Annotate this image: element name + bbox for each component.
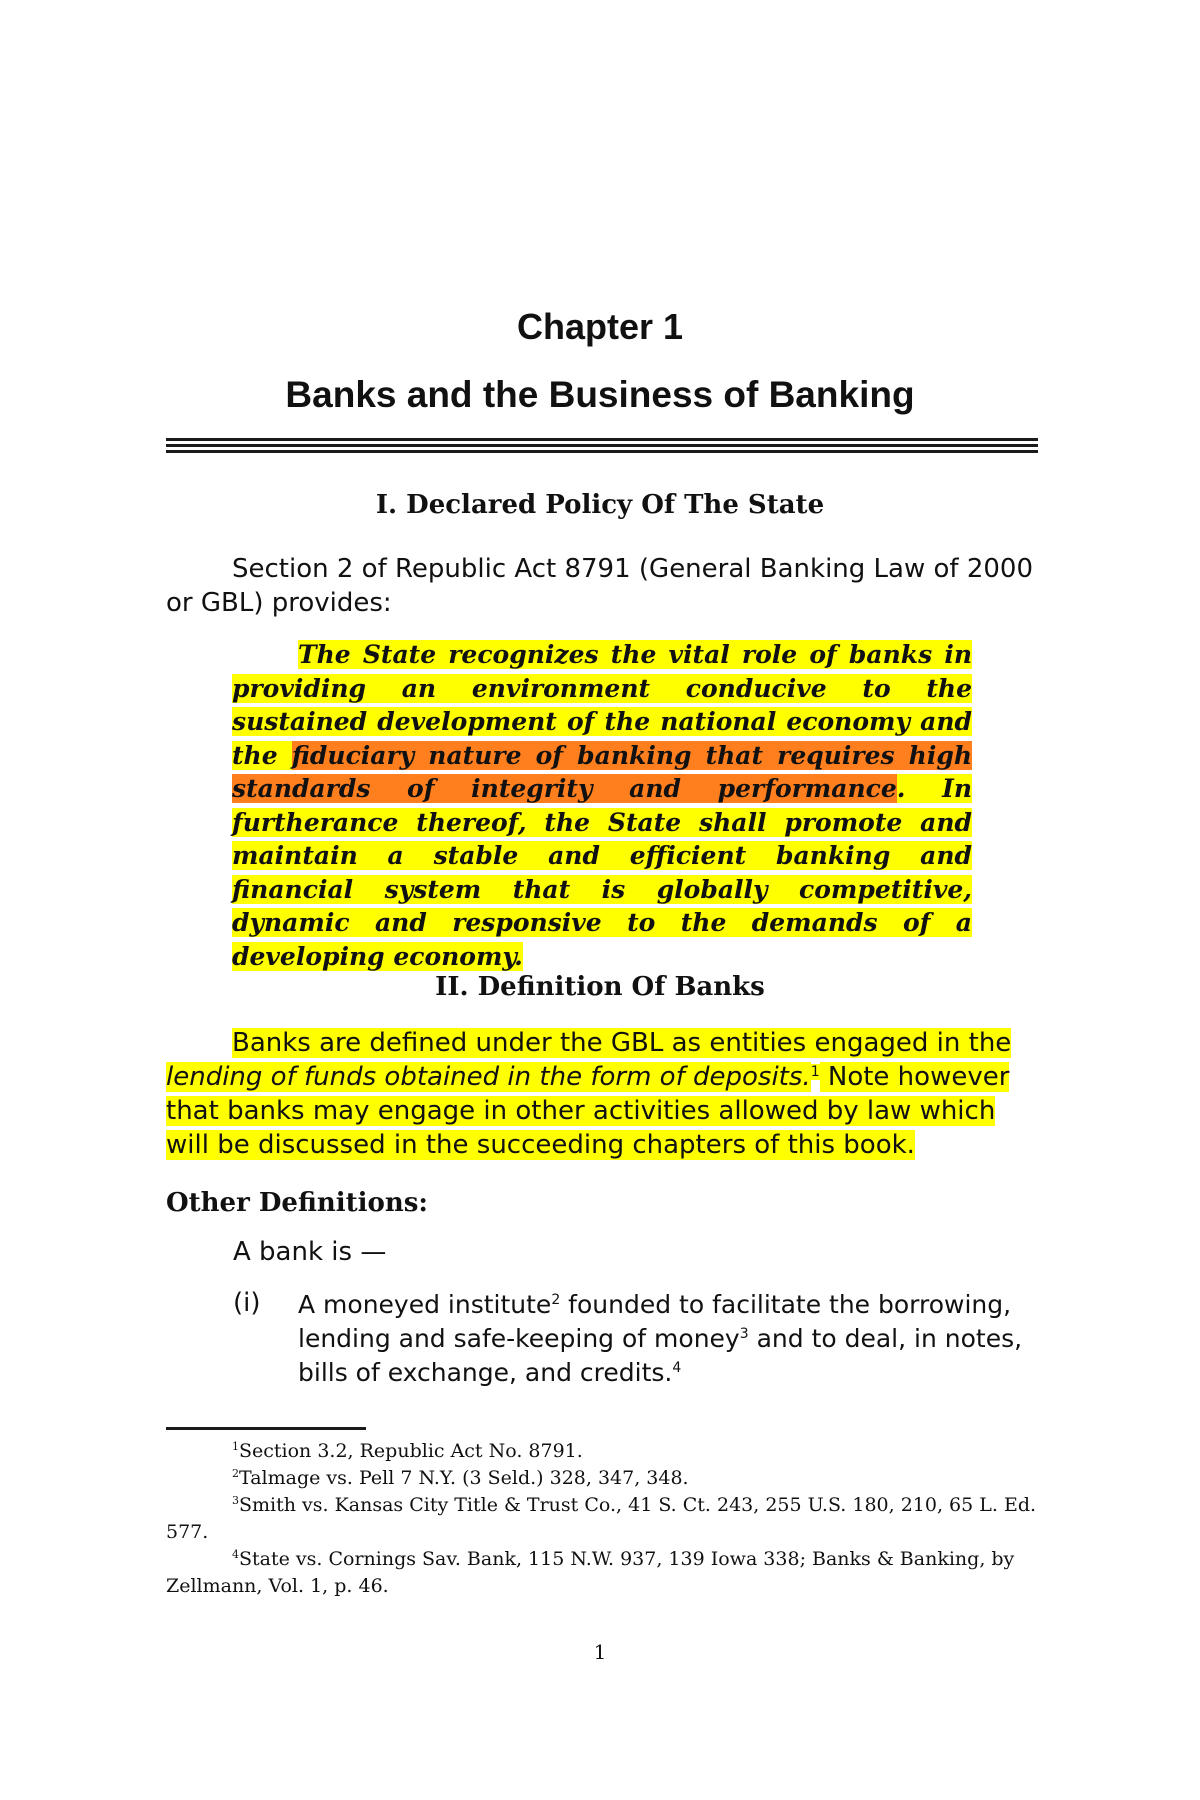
footnote-ref-1: 1 <box>810 1064 820 1080</box>
section1-intro: Section 2 of Republic Act 8791 (General Banking Law of 2000 or GBL) provides: <box>166 554 1033 618</box>
item-text-b: founded to facilitate the borrowing, lending and safe-keeping of money <box>298 1290 1012 1353</box>
other-definitions-heading: Other Definitions: <box>166 1188 428 1218</box>
footnote-number: 3 <box>232 1494 239 1507</box>
footnote-3 <box>166 1492 1038 1546</box>
footnote-text: State vs. Cornings Sav. Bank, 115 N.W. 937, 139 Iowa 338; Banks & Banking, by Zellmann, Vol. 1, p. 46. <box>166 1548 1015 1597</box>
footnote-ref-4: 4 <box>672 1360 682 1376</box>
footnote-4 <box>166 1546 1038 1600</box>
footnote-number: 1 <box>232 1440 239 1453</box>
page-number: 1 <box>593 1640 607 1664</box>
quote-highlight-orange: fiduciary nature of banking that requires high standards of integrity and performance <box>232 740 972 803</box>
quote-highlight-yellow-1: The State recognizes the vital role of banks in providing an environment conducive to the sustained development of the national economy and the <box>232 640 972 770</box>
section-heading-declared-policy: I. Declared Policy Of The State <box>375 490 825 520</box>
title-rule-bottom <box>166 450 1038 453</box>
chapter-number: Chapter 1 <box>516 306 684 347</box>
definition-text-b: Note however that banks may engage in other activities allowed by law which will be discussed in the succeeding chapters of this book. <box>166 1062 1010 1160</box>
footnote-number: 2 <box>232 1467 239 1480</box>
list-item-marker: (i) <box>233 1288 261 1318</box>
title-rule-middle <box>166 444 1038 447</box>
list-item-text <box>298 1288 1038 1390</box>
definition-italic: lending of funds obtained in the form of deposits. <box>166 1062 811 1092</box>
section-heading-definition-of-banks: II. Definition Of Banks <box>435 972 765 1002</box>
footnote-number: 4 <box>232 1548 239 1561</box>
bank-is-lead: A bank is — <box>233 1237 387 1267</box>
chapter-title: Banks and the Business of Banking <box>285 374 915 415</box>
footnote-rule <box>166 1427 366 1430</box>
footnote-ref-3: 3 <box>739 1326 749 1342</box>
quote-highlight-yellow-2: . In furtherance thereof, the State shall promote and maintain a stable and efficient banking and financial system that is globally competitive, dynamic and responsive to the demands of a developing economy. <box>232 774 973 971</box>
footnote-1 <box>166 1438 1038 1465</box>
item-text-a: A moneyed institute <box>298 1290 552 1319</box>
footnote-2 <box>166 1465 1038 1492</box>
footnotes <box>166 1438 1038 1600</box>
footnote-text: Smith vs. Kansas City Title & Trust Co., 41 S. Ct. 243, 255 U.S. 180, 210, 65 L. Ed. 577. <box>166 1494 1037 1543</box>
bank-definition-paragraph <box>166 1026 1038 1162</box>
definition-text-a: Banks are defined under the GBL as entities engaged in the <box>232 1028 1012 1058</box>
title-rule-top <box>166 438 1038 441</box>
footnote-text: Section 3.2, Republic Act No. 8791. <box>239 1440 583 1462</box>
policy-quote <box>232 638 972 973</box>
item-text-c: and to deal, in notes, bills of exchange, and credits. <box>298 1324 1023 1387</box>
footnote-ref-2: 2 <box>551 1292 561 1308</box>
footnote-text: Talmage vs. Pell 7 N.Y. (3 Seld.) 328, 347, 348. <box>239 1467 689 1489</box>
